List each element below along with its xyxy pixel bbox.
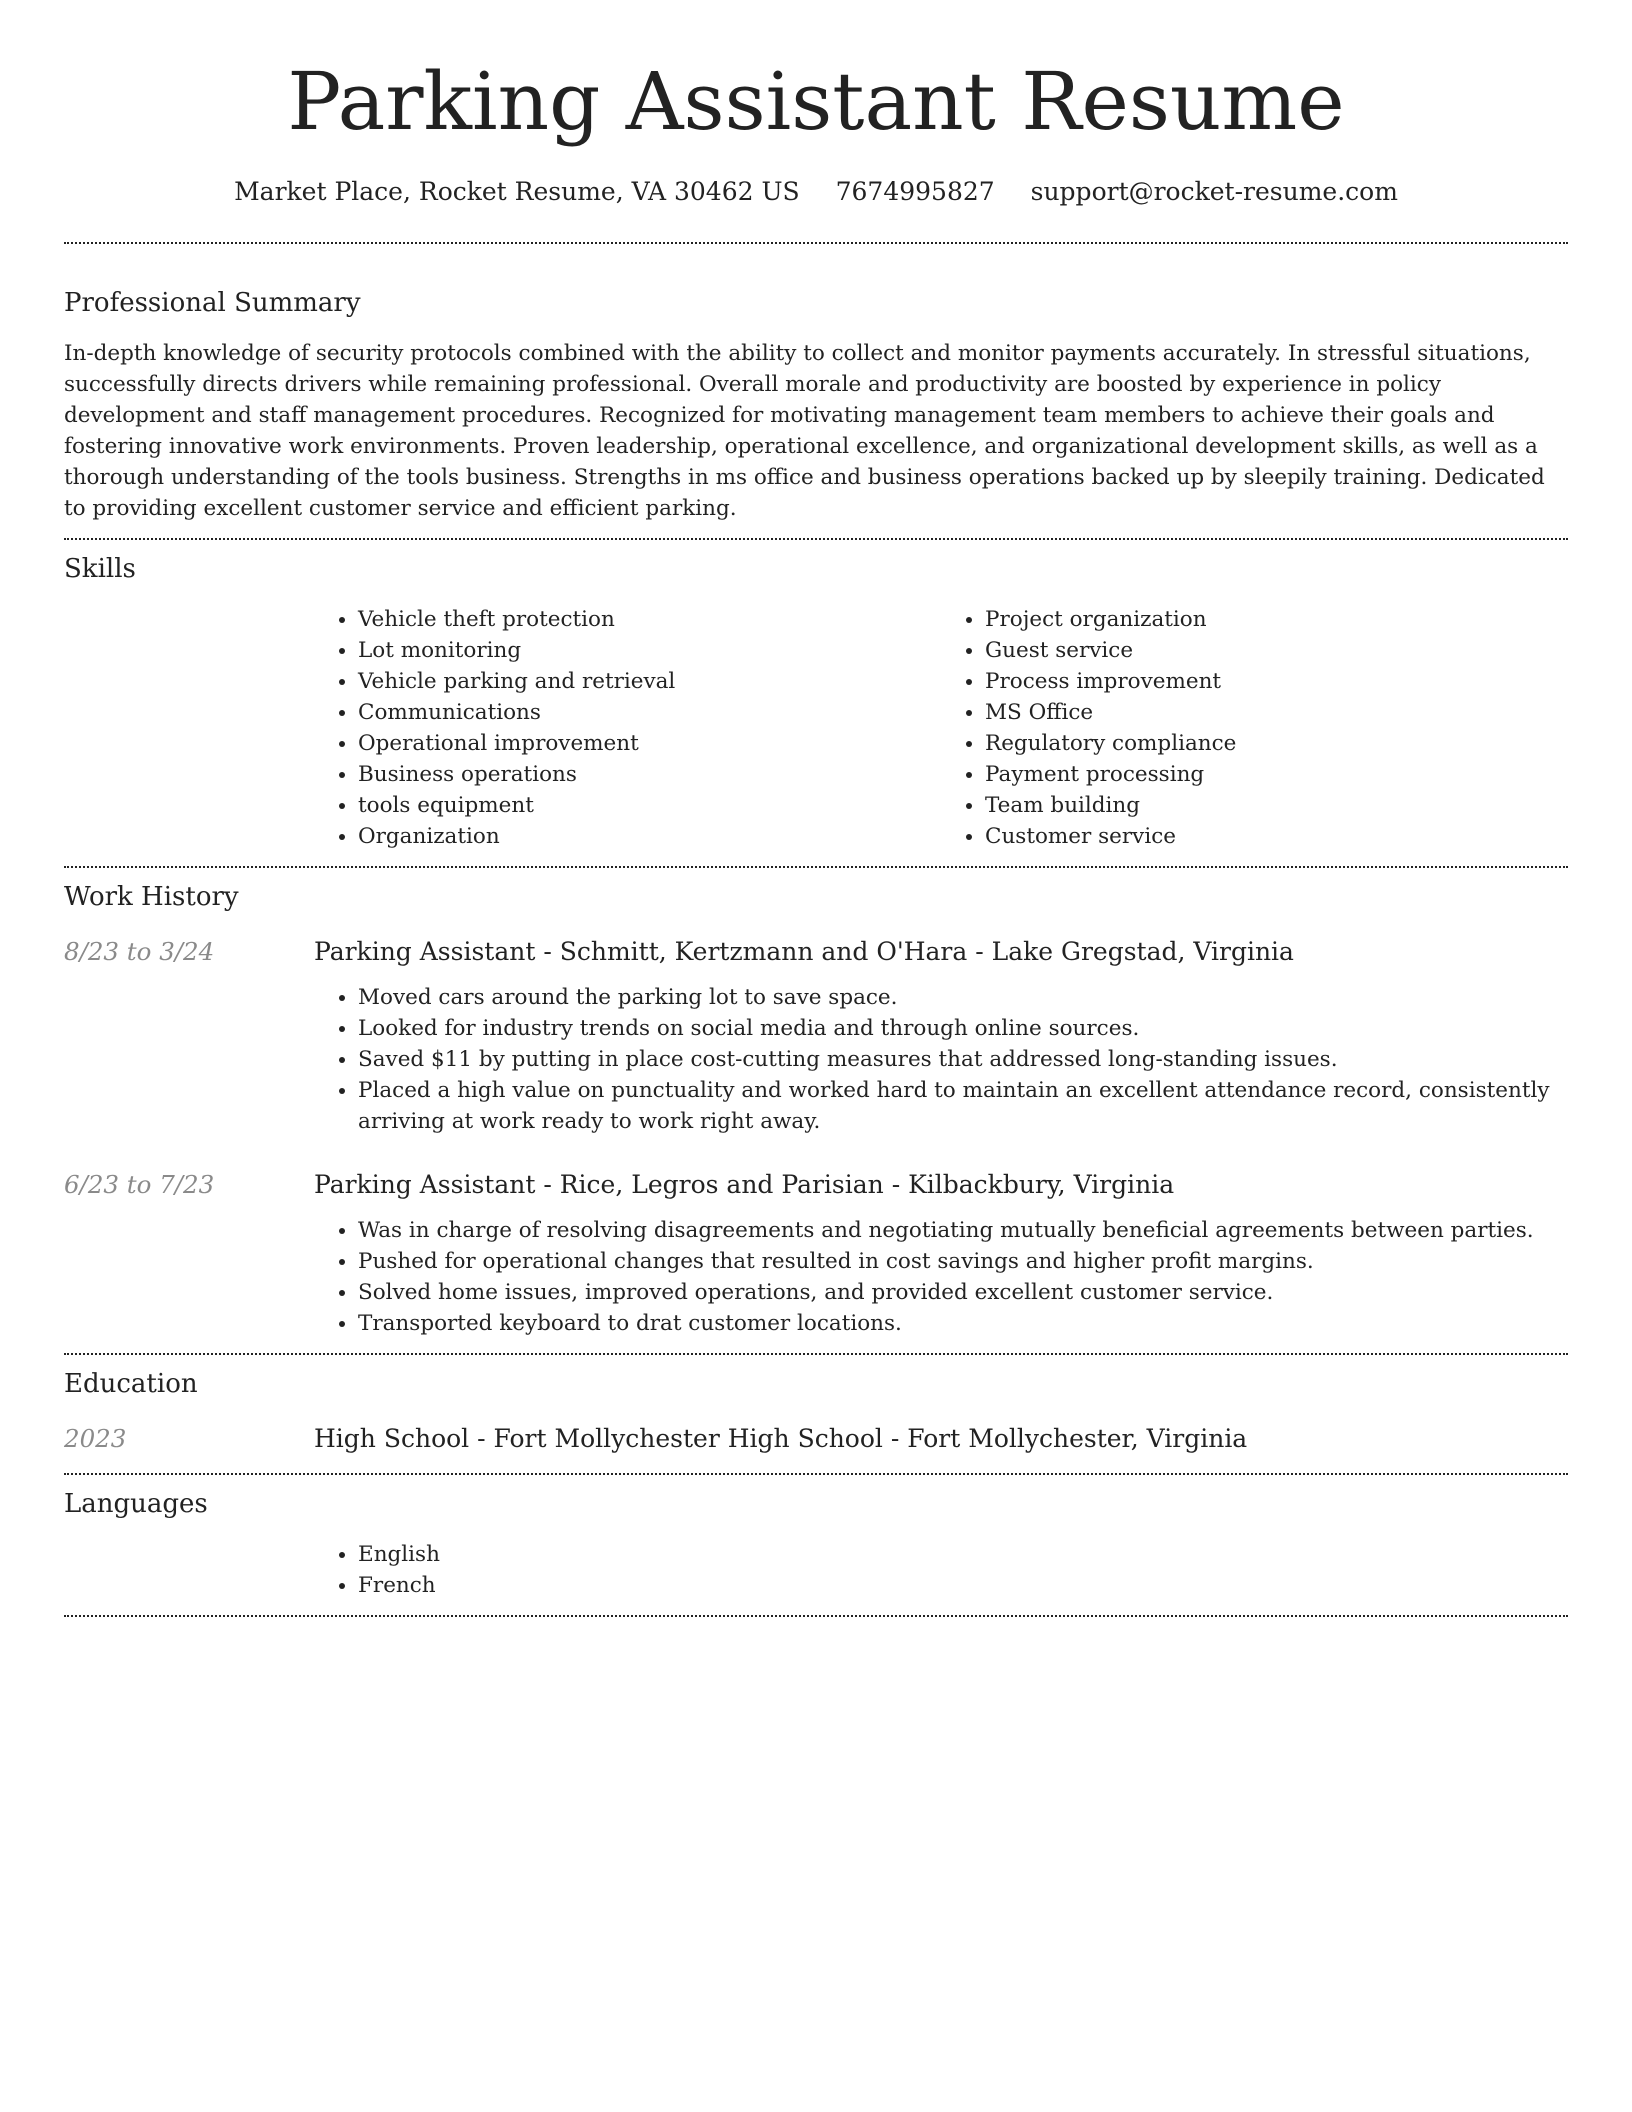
skills-columns bbox=[314, 604, 1568, 852]
skill-item: • Lot monitoring bbox=[358, 635, 941, 666]
divider bbox=[64, 538, 1568, 540]
skill-item: • Vehicle theft protection bbox=[358, 604, 941, 635]
job-bullets bbox=[314, 982, 1568, 1137]
skill-item: • Regulatory compliance bbox=[985, 728, 1568, 759]
skill-item: • Operational improvement bbox=[358, 728, 941, 759]
education-school-location: - Fort Mollychester High School - Fort Mollychester, Virginia bbox=[469, 1424, 1248, 1453]
contact-line bbox=[64, 176, 1568, 208]
job-dates: 8/23 to 3/24 bbox=[64, 937, 215, 966]
job-bullet: • Solved home issues, improved operations, and provided excellent customer service. bbox=[358, 1277, 1568, 1308]
resume-title: Parking Assistant Resume bbox=[287, 55, 1345, 148]
skill-item: • Customer service bbox=[985, 821, 1568, 852]
job-heading bbox=[314, 1169, 1174, 1201]
education-heading: Education bbox=[64, 1369, 198, 1399]
divider bbox=[64, 242, 1568, 244]
language-item: • English bbox=[358, 1539, 1568, 1570]
job-role: Parking Assistant bbox=[314, 937, 536, 966]
education-year: 2023 bbox=[64, 1424, 127, 1453]
job-bullet: • Placed a high value on punctuality and worked hard to maintain an excellent attendance record, consistently arriving at work ready to work right away. bbox=[358, 1075, 1568, 1137]
summary-heading: Professional Summary bbox=[64, 288, 361, 318]
resume-page bbox=[64, 0, 1568, 1617]
languages-section bbox=[64, 1487, 1568, 1601]
education-degree: High School bbox=[314, 1424, 470, 1453]
skill-item: • Project organization bbox=[985, 604, 1568, 635]
job-dates: 6/23 to 7/23 bbox=[64, 1170, 215, 1199]
divider bbox=[64, 1473, 1568, 1475]
job-heading bbox=[314, 936, 1294, 968]
summary-section bbox=[64, 286, 1568, 524]
languages-heading: Languages bbox=[64, 1489, 208, 1519]
skill-item: • Team building bbox=[985, 790, 1568, 821]
summary-text: In-depth knowledge of security protocols combined with the ability to collect and monitor payments accurately. In stressful situations, successfully directs drivers while remaining professional. Overall morale and productivity are boosted by experience in policy development and staff management procedures. Recognized for motivating management team members to achieve their goals and fostering innovative work environments. Proven leadership, operational excellence, and organizational development skills, as well as a thorough understanding of the tools business. Strengths in ms office and business operations backed up by sleepily training. Dedicated to providing excellent customer service and efficient parking. bbox=[64, 341, 1545, 521]
skill-item: • Guest service bbox=[985, 635, 1568, 666]
skill-item: • Vehicle parking and retrieval bbox=[358, 666, 941, 697]
languages-list bbox=[314, 1539, 1568, 1601]
job-bullet: • Looked for industry trends on social media and through online sources. bbox=[358, 1013, 1568, 1044]
job-bullet: • Moved cars around the parking lot to save space. bbox=[358, 982, 1568, 1013]
job-entry bbox=[64, 1169, 1568, 1201]
job-role: Parking Assistant bbox=[314, 1170, 536, 1199]
skills-list-left bbox=[314, 604, 941, 852]
job-bullet: • Was in charge of resolving disagreements and negotiating mutually beneficial agreements between parties. bbox=[358, 1215, 1568, 1246]
job-bullets bbox=[314, 1215, 1568, 1339]
education-section bbox=[64, 1367, 1568, 1455]
job-bullet: • Transported keyboard to drat customer locations. bbox=[358, 1308, 1568, 1339]
skill-item: • Process improvement bbox=[985, 666, 1568, 697]
divider bbox=[64, 1615, 1568, 1617]
work-history-heading: Work History bbox=[64, 882, 239, 912]
skill-item: • Payment processing bbox=[985, 759, 1568, 790]
skill-item: • Organization bbox=[358, 821, 941, 852]
work-history-section bbox=[64, 880, 1568, 1339]
divider bbox=[64, 866, 1568, 868]
skill-item: • Communications bbox=[358, 697, 941, 728]
skill-item: • MS Office bbox=[985, 697, 1568, 728]
divider bbox=[64, 1353, 1568, 1355]
job-bullet: • Saved $11 by putting in place cost-cutting measures that addressed long-standing issues. bbox=[358, 1044, 1568, 1075]
contact-phone: 7674995827 bbox=[835, 177, 995, 206]
language-item: • French bbox=[358, 1570, 1568, 1601]
job-employer-location: - Schmitt, Kertzmann and O'Hara - Lake Gregstad, Virginia bbox=[535, 937, 1294, 966]
contact-address: Market Place, Rocket Resume, VA 30462 US bbox=[234, 177, 800, 206]
skills-section bbox=[64, 552, 1568, 852]
education-heading-line bbox=[314, 1423, 1247, 1455]
contact-email: support@rocket-resume.com bbox=[1030, 177, 1398, 206]
job-bullet: • Pushed for operational changes that resulted in cost savings and higher profit margins. bbox=[358, 1246, 1568, 1277]
skills-list-right bbox=[941, 604, 1568, 852]
education-entry bbox=[64, 1423, 1568, 1455]
job-employer-location: - Rice, Legros and Parisian - Kilbackbury, Virginia bbox=[535, 1170, 1175, 1199]
job-entry bbox=[64, 936, 1568, 968]
skill-item: • tools equipment bbox=[358, 790, 941, 821]
skill-item: • Business operations bbox=[358, 759, 941, 790]
skills-heading: Skills bbox=[64, 554, 136, 584]
